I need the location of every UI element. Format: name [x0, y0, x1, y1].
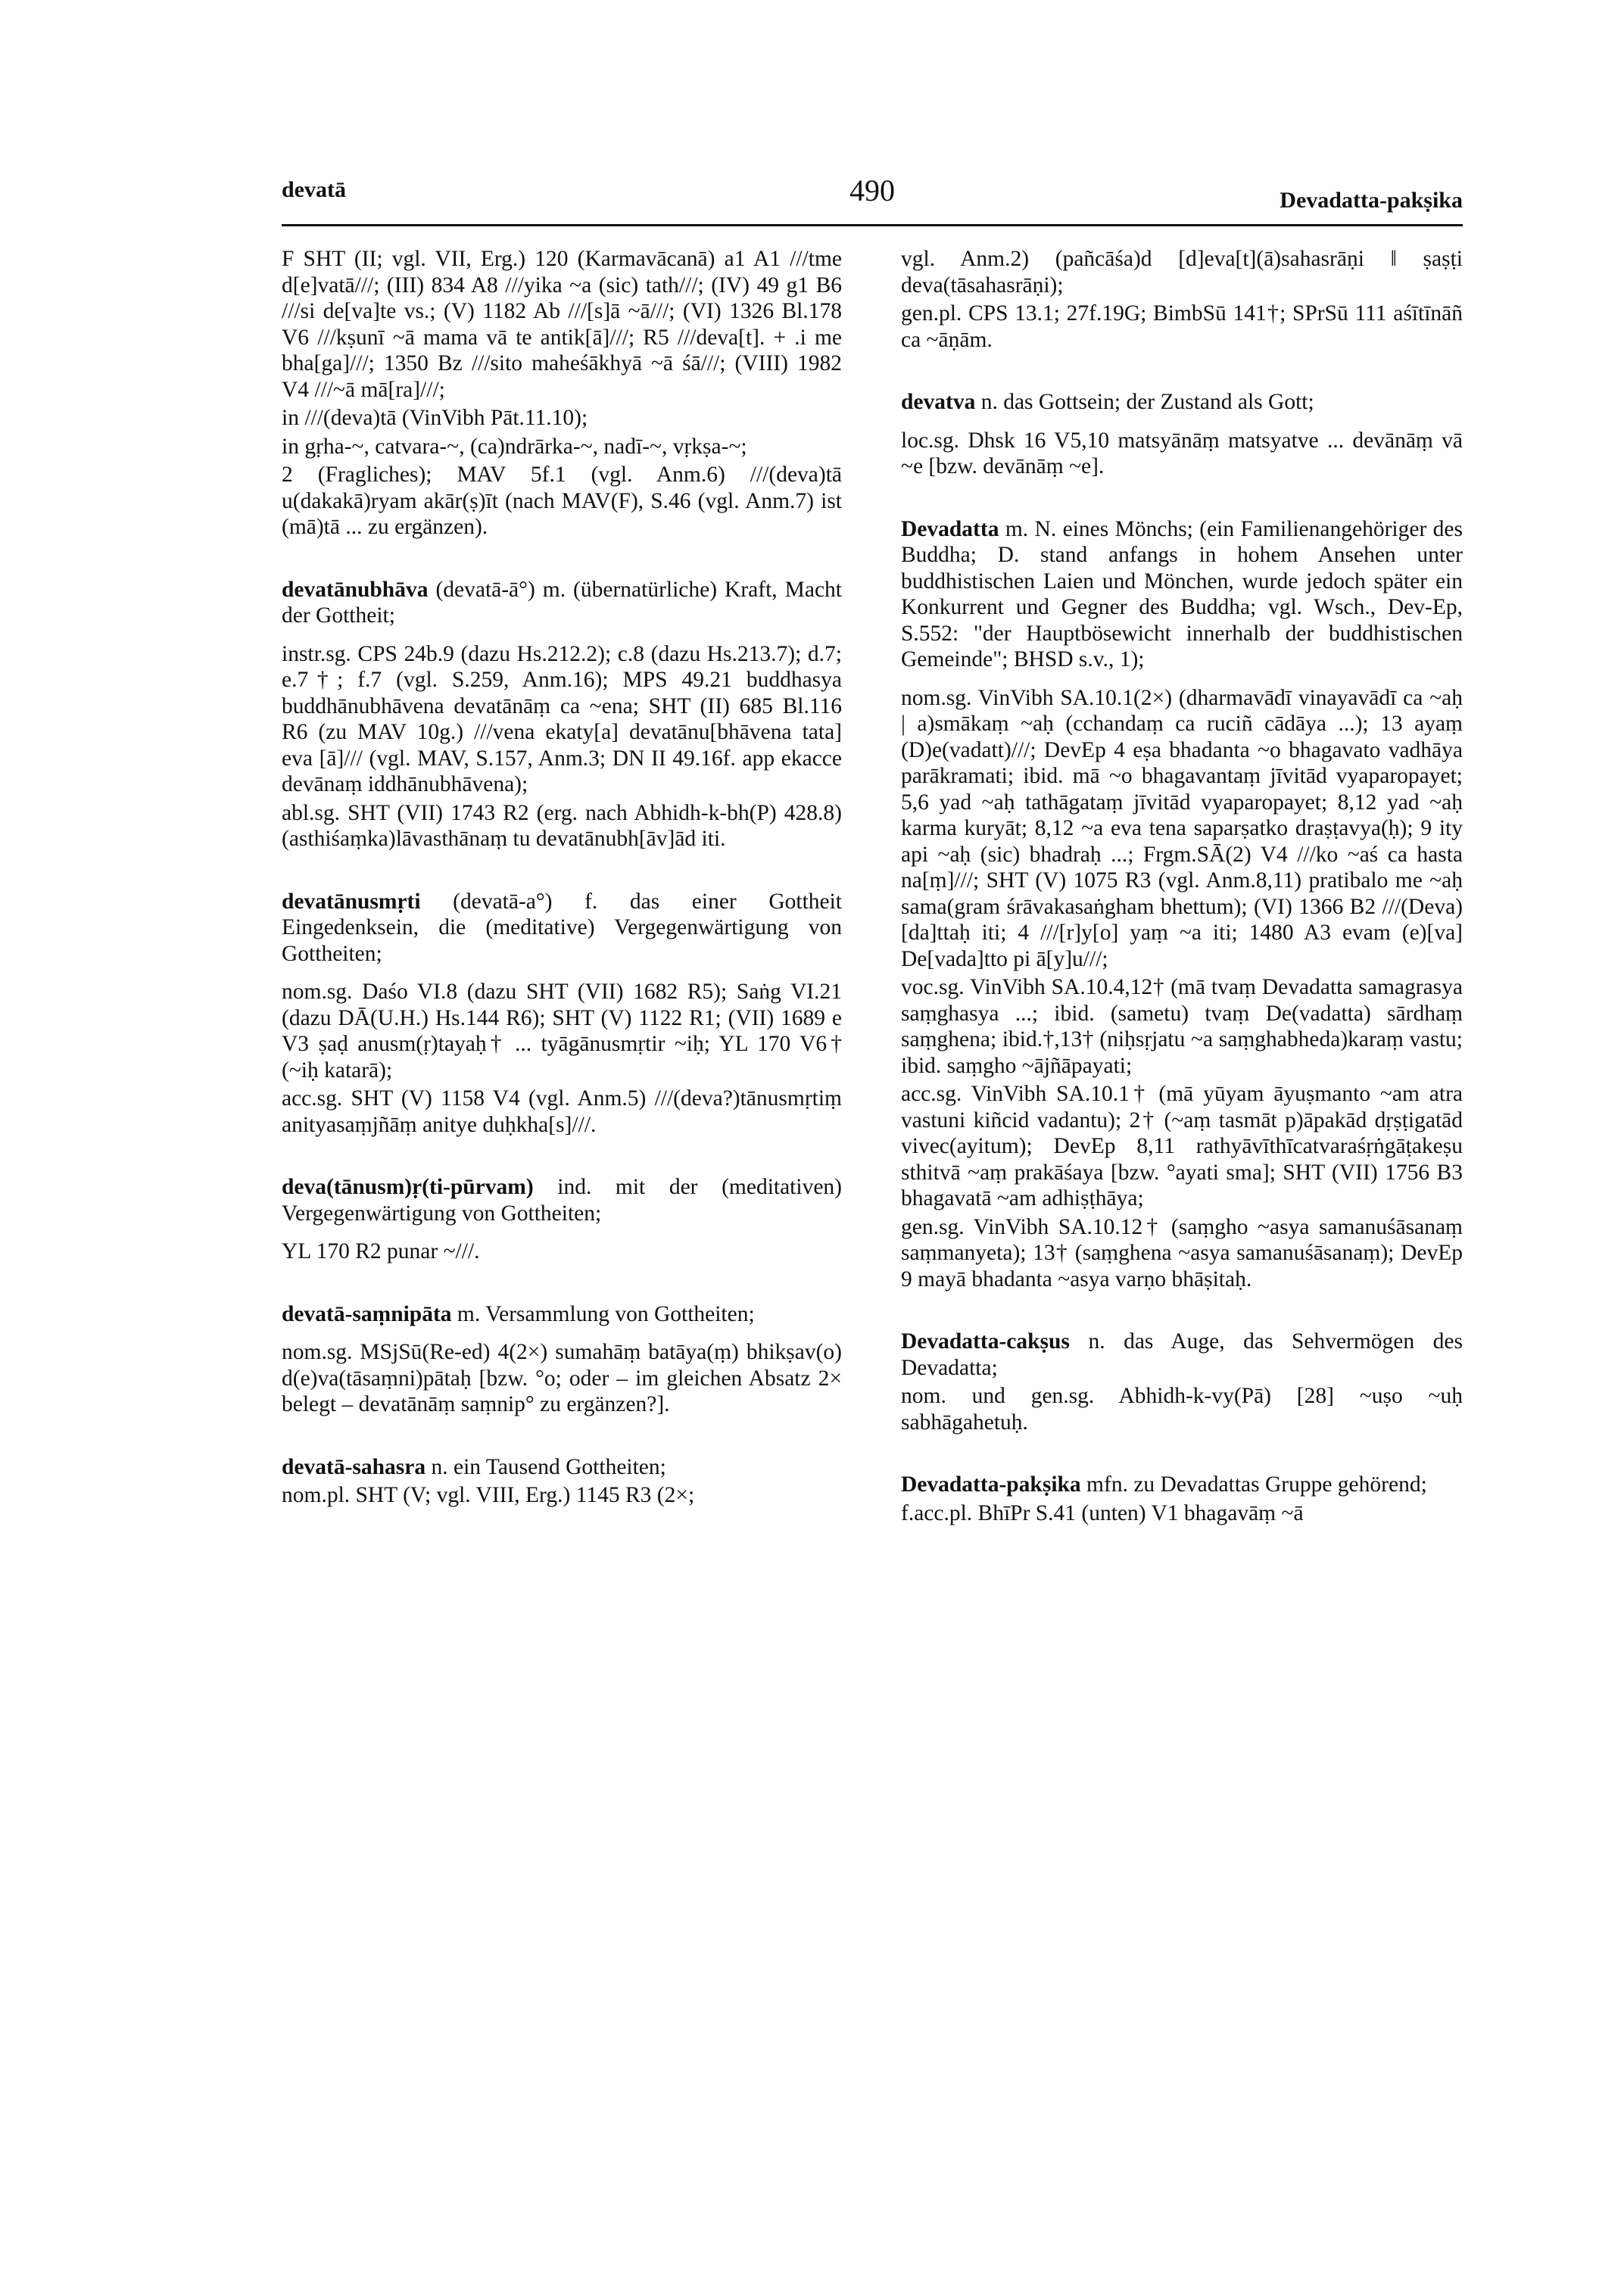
headword: deva(tānusm)ṛ(ti-pūrvam)	[282, 1175, 534, 1199]
headword: Devadatta	[901, 516, 999, 541]
entry-line: vgl. Anm.2) (pañcāśa)d [d]eva[t](ā)sahasrāṇi ‖ ṣaṣṭi deva(tāsahasrāṇi);	[901, 247, 1463, 298]
entry-heading	[282, 1454, 842, 1481]
entry-devadatta-caksus	[901, 1329, 1463, 1435]
entry-line: abl.sg. SHT (VII) 1743 R2 (erg. nach Abhidh-k-bh(P) 428.8) (asthiśaṃka)lāvasthānaṃ tu devatānubh[āv]ād iti.	[282, 800, 842, 851]
entry-line: voc.sg. VinVibh SA.10.4,12† (mā tvaṃ Devadatta samagrasya saṃghasya ...; ibid. (sametu) tvaṃ De(vadatta) sārdhaṃ saṃghena; ibid.†,13† (niḥsṛjatu ~a saṃghabheda)karaṃ vastu; ibid. saṃgho ~ājñāpayati;	[901, 975, 1463, 1078]
entry-line: gen.sg. VinVibh SA.10.12† (saṃgho ~asya samanuśāsanaṃ saṃmanyeta); 13† (saṃghena ~asya samanuśāsanaṃ); DevEp 9 mayā bhadanta ~asya varṇo bhāṣitaḥ.	[901, 1214, 1463, 1291]
entry-devatanusmrti	[282, 889, 842, 1139]
gloss: m. Versammlung von Gottheiten;	[457, 1301, 755, 1326]
page-number: 490	[849, 173, 895, 207]
gloss: (devatā-a°) f. das einer Gottheit Eingedenksein, die (meditative) Vergegenwärtigung von Gottheiten;	[282, 889, 843, 966]
entry-heading	[282, 1301, 842, 1328]
gloss: mfn. zu Devadattas Gruppe gehörend;	[1086, 1472, 1427, 1497]
entry-devatasamnipata	[282, 1301, 842, 1418]
entry-heading	[901, 1472, 1463, 1498]
entry-line: f.acc.pl. BhīPr S.41 (unten) V1 bhagavāṃ ~ā	[901, 1500, 1304, 1525]
gloss: ind. mit der (meditativen) Vergegenwärtigung von Gottheiten;	[282, 1175, 842, 1226]
gloss: m. N. eines Mönchs; (ein Familienangehöriger des Buddha; D. stand anfangs in hohem Ansehen unter buddhistischen Laien und Mönchen, wurde jedoch später ein Konkurrent und Gegner des Buddha; vgl. Wsch., Dev-Ep, S.552: "der Hauptbösewicht innerhalb der buddhistischen Gemeinde"; BHSD s.v., 1);	[901, 516, 1463, 671]
right-column	[901, 246, 1463, 1543]
entry-line: nom.sg. MSjSū(Re-ed) 4(2×) sumahāṃ batāya(ṃ) bhikṣav(o) d(e)va(tāsaṃni)pātaḥ [bzw. °o; oder – im gleichen Absatz 2× belegt – devatānāṃ saṃnip° zu ergänzen?].	[282, 1340, 842, 1416]
entry-line: 2 (Fragliches); MAV 5f.1 (vgl. Anm.6) ///(deva)tā u(dakakā)ryam akār(ṣ)īt (nach MAV(F), S.46 (vgl. Anm.7) ist (mā)tā ... zu ergänzen).	[282, 463, 842, 539]
headword: Devadatta-cakṣus	[901, 1329, 1070, 1354]
headword: devatva	[901, 390, 976, 414]
entry-line: in ///(deva)tā (VinVibh Pāt.11.10);	[282, 406, 588, 430]
headword: Devadatta-pakṣika	[901, 1472, 1081, 1497]
page-header	[282, 173, 1463, 226]
gloss: n. ein Tausend Gottheiten;	[431, 1454, 666, 1479]
running-head-right: Devadatta-pakṣika	[1280, 188, 1463, 213]
entry-devatanubhava	[282, 577, 842, 852]
entry-heading	[282, 889, 842, 967]
header-rule	[282, 224, 1463, 226]
entry-devatva	[901, 389, 1463, 480]
gloss: n. das Gottsein; der Zustand als Gott;	[980, 390, 1314, 414]
entry-line: instr.sg. CPS 24b.9 (dazu Hs.212.2); c.8 (dazu Hs.213.7); d.7; e.7†; f.7 (vgl. S.259, Anm.16); MPS 49.21 buddhasya buddhānubhāvena devatānāṃ ca ~ena; SHT (II) 685 Bl.116 R6 (zu MAV 10g.) ///vena ekaty[a] devatānu[bhāvena tata] eva [ā]/// (vgl. MAV, S.157, Anm.3; DN II 49.16f. app ekacce devānaṃ iddhānubhāvena);	[282, 641, 842, 796]
entry-line: F SHT (II; vgl. VII, Erg.) 120 (Karmavācanā) a1 A1 ///tme d[e]vatā///; (III) 834 A8 ///yika ~a (sic) tath///; (IV) 49 g1 B6 ///si de[va]te vs.; (V) 1182 Ab ///[s]ā ~ā///; (VI) 1326 Bl.178 V6 ///kṣunī ~ā mama vā te antik[ā]///; R5 ///deva[t]. + .i me bha[ga]///; 1350 Bz ///sito maheśākhyā ~ā śā///; (VIII) 1982 V4 ///~ā mā[ra]///;	[282, 247, 842, 402]
entry-heading	[282, 577, 842, 629]
entry-line: acc.sg. SHT (V) 1158 V4 (vgl. Anm.5) ///(deva?)tānusmṛtiṃ anityasaṃjñāṃ anitye duḥkha[s]///.	[282, 1086, 842, 1137]
entry-line: loc.sg. Dhsk 16 V5,10 matsyānāṃ matsyatve ... devānāṃ vā ~e [bzw. devānāṃ ~e].	[901, 428, 1463, 478]
gloss: (devatā-ā°) m. (übernatürliche) Kraft, Macht der Gottheit;	[282, 577, 842, 628]
headword: devatā-sahasra	[282, 1454, 426, 1479]
entry-devata-continued	[282, 246, 842, 541]
entry-heading	[901, 389, 1463, 416]
entry-line: nom. und gen.sg. Abhidh-k-vy(Pā) [28] ~uṣo ~uḥ sabhāgahetuḥ.	[901, 1384, 1463, 1435]
entry-heading	[901, 516, 1463, 673]
entry-line: acc.sg. VinVibh SA.10.1† (mā yūyam āyuṣmanto ~am atra vastuni kiñcid vadantu); 2† (~aṃ tasmāt p)āpakād dṛṣṭigatād vivec(ayitum); DevEp 8,11 rathyāvīthīcatvaraśṛṅgāṭakeṣu sthitvā ~aṃ prakāśaya [bzw. °ayati sma]; SHT (VII) 1756 B3 bhagavatā ~am adhiṣṭhāya;	[901, 1082, 1463, 1210]
entry-devadatta	[901, 516, 1463, 1293]
entry-devatanusmrtipurvam	[282, 1174, 842, 1265]
entry-heading	[282, 1174, 842, 1226]
entry-devatasahasra-continued	[901, 246, 1463, 353]
entry-line: in gṛha-~, catvara-~, (ca)ndrārka-~, nadī-~, vṛkṣa-~;	[282, 434, 747, 459]
entry-heading	[901, 1329, 1463, 1381]
entry-line: nom.pl. SHT (V; vgl. VIII, Erg.) 1145 R3 (2×;	[282, 1483, 695, 1507]
entry-devadatta-paksika	[901, 1472, 1463, 1526]
left-column	[282, 246, 842, 1525]
headword: devatānubhāva	[282, 577, 429, 602]
entry-line: nom.sg. Daśo VI.8 (dazu SHT (VII) 1682 R5); Saṅg VI.21 (dazu DĀ(U.H.) Hs.144 R6); SHT (V) 1122 R1; (VII) 1689 e V3 ṣaḍ anusm(ṛ)tayaḥ† ... tyāgānusmṛtir ~iḥ; YL 170 V6† (~iḥ katarā);	[282, 980, 842, 1083]
entry-line: YL 170 R2 punar ~///.	[282, 1239, 480, 1263]
gloss: n. das Auge, das Sehvermögen des Devadatta;	[901, 1329, 1463, 1380]
entry-devatasahasra	[282, 1454, 842, 1509]
headword: devatānusmṛti	[282, 889, 421, 914]
entry-line: gen.pl. CPS 13.1; 27f.19G; BimbSū 141†; SPrSū 111 aśītīnāñ ca ~āṇām.	[901, 301, 1463, 352]
running-head-left: devatā	[282, 177, 346, 202]
entry-line: nom.sg. VinVibh SA.10.1(2×) (dharmavādī vinayavādī ca ~aḥ | a)smākaṃ ~aḥ (cchandaṃ ca ruciñ cādāya ...); 13 ayaṃ (D)e(vadatt)///; DevEp 4 eṣa bhadanta ~o bhagavato vadhāya parākramati; ibid. mā ~o bhagavantaṃ jīvitād vyaparopayet; 5,6 yad ~aḥ tathāgataṃ jīvitād vyaparopayet; 8,12 yad ~aḥ karma kuryāt; 8,12 ~a eva tena saparṣatko draṣṭavya(ḥ); 9 ity api ~aḥ (sic) bhadraḥ ...; Frgm.SĀ(2) V4 ///ko ~aś ca hasta na[ṃ]///; SHT (V) 1075 R3 (vgl. Anm.8,11) pratibalo me ~aḥ sama(gram śrāvakasaṅgham bhettum); (VI) 1366 B2 ///(Deva)[da]ttaḥ iti; 4 ///[r]y[o] yaṃ ~a iti; 1480 A3 evam (e)[va] De[vada]tto pi ā[y]u///;	[901, 685, 1463, 971]
headword: devatā-saṃnipāta	[282, 1301, 452, 1326]
